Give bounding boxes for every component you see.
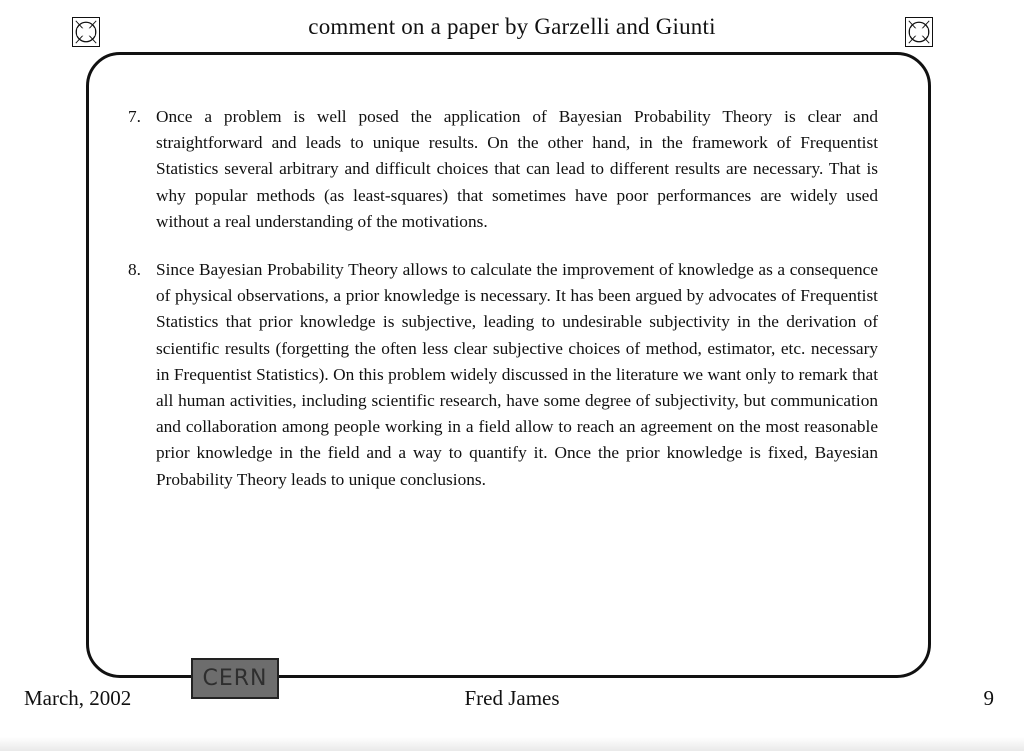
- list-item: [128, 104, 878, 235]
- slide-title: comment on a paper by Garzelli and Giunti: [308, 14, 716, 39]
- footer-author: Fred James: [464, 686, 560, 710]
- list-item-text: Since Bayesian Probability Theory allows to calculate the improvement of knowledge as a consequence of physical observations, a prior knowledge is necessary. It has been argued by advocates of Frequentist Statistics that prior knowledge is subjective, leading to undesirable subjectivity in the derivation of scientific results (forgetting the often less clear subjective choices of method, estimator, etc. necessary in Frequentist Statistics). On this problem widely discussed in the literature we want only to remark that all human activities, including scientific research, have some degree of subjectivity, but communication and collaboration among people working in a field allow to reach an agreement on the most reasonable prior knowledge in the field and a way to quantify it. Once the prior knowledge is fixed, Bayesian Probability Theory leads to unique conclusions.: [156, 260, 878, 489]
- scan-bottom-shade: [0, 737, 1024, 751]
- list-item: [128, 257, 878, 493]
- cern-badge: CERN: [191, 658, 279, 699]
- footer-date: March, 2002: [24, 686, 132, 710]
- list-item-number: 7.: [128, 107, 141, 126]
- list-item-text: Once a problem is well posed the application of Bayesian Probability Theory is clear and straightforward and leads to unique results. On the other hand, in the framework of Frequentist Statistics several arbitrary and difficult choices that can lead to different results are necessary. That is why popular methods (as least-squares) that sometimes have poor performances are widely used without a real understanding of the motivations.: [156, 107, 878, 231]
- page-number: 9: [983, 686, 994, 710]
- slide-content: [128, 104, 878, 493]
- list-item-number: 8.: [128, 260, 141, 280]
